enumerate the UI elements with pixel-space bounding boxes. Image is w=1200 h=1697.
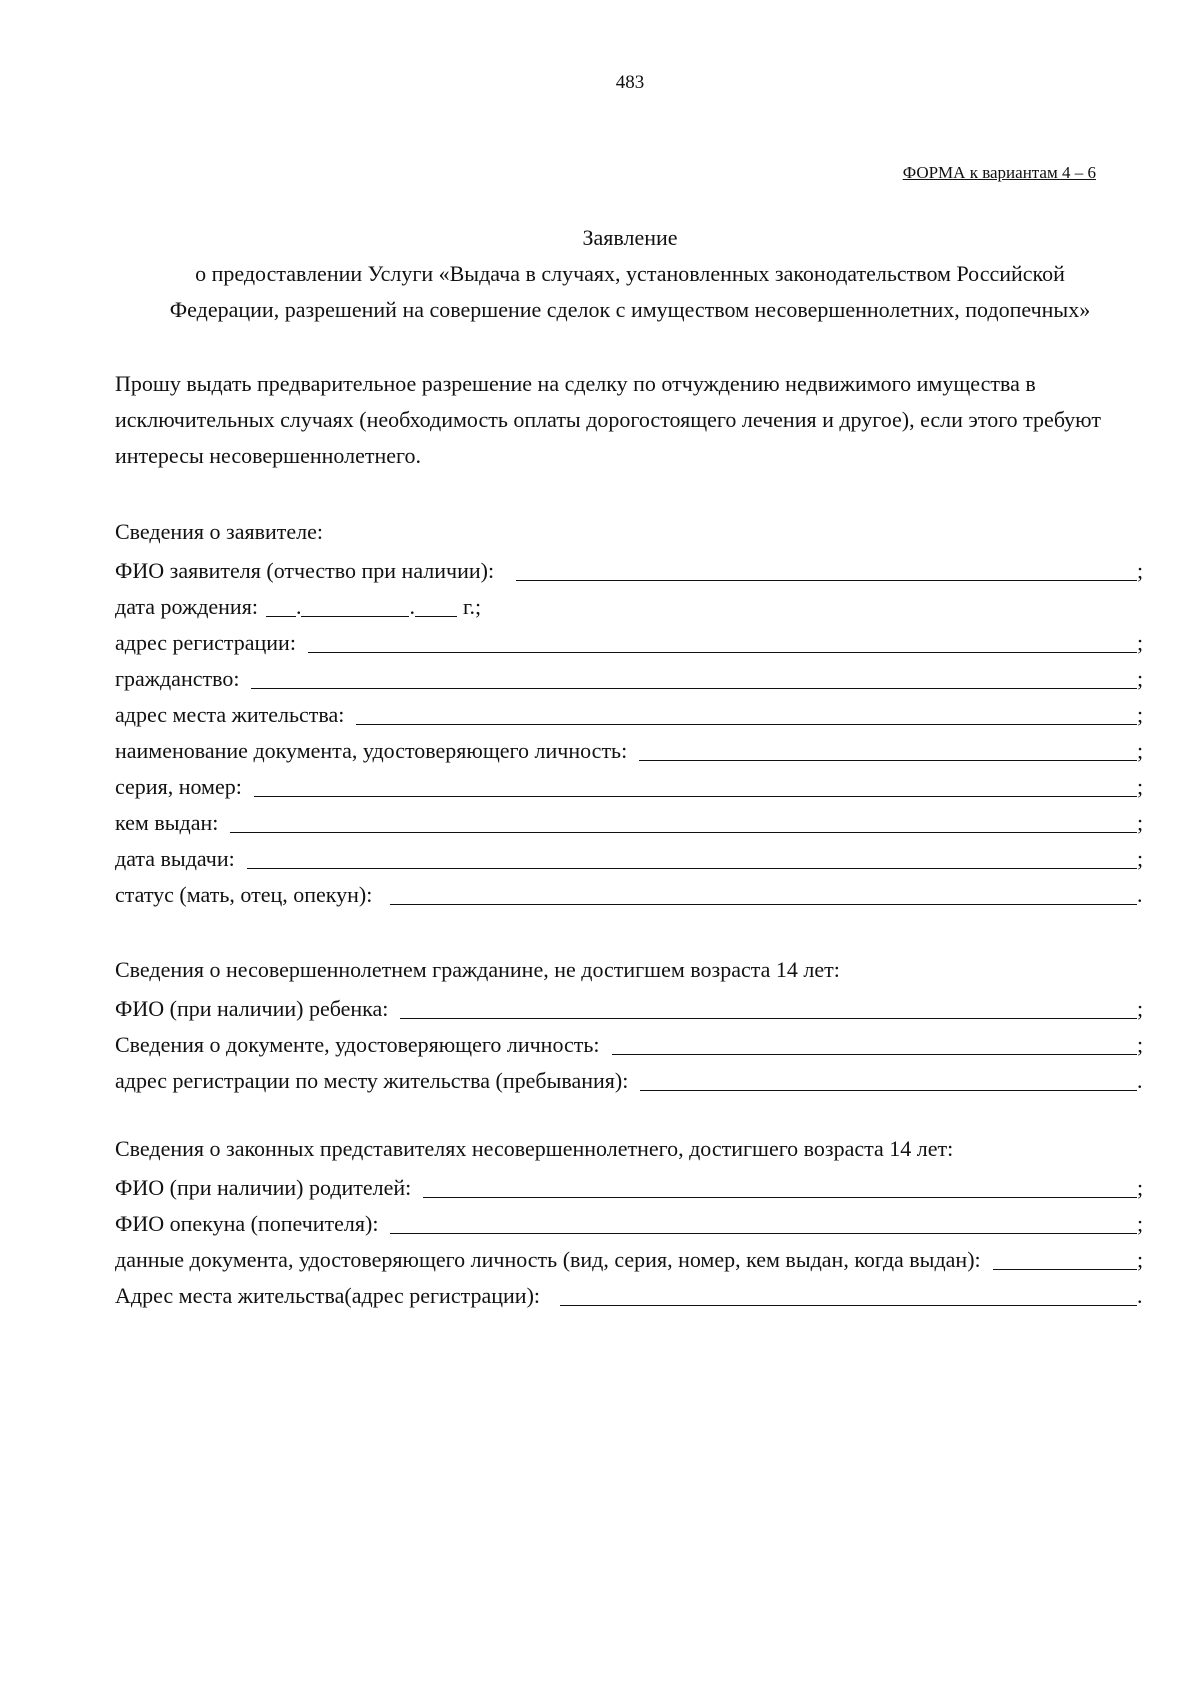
applicant-issued-by-row (115, 802, 1145, 838)
applicant-issue-date-field[interactable] (247, 844, 1137, 869)
applicant-reg-address-label: адрес регистрации: (115, 630, 296, 655)
parents-fio-row (115, 1167, 1145, 1203)
minor-fio-row (115, 988, 1145, 1024)
minor-fio-field[interactable] (400, 994, 1137, 1019)
dob-year-field[interactable] (415, 592, 457, 617)
field-end-mark: ; (1137, 702, 1144, 727)
rep-residence-row (115, 1275, 1145, 1311)
minor-fio-label: ФИО (при наличии) ребенка: (115, 996, 389, 1021)
field-end-mark: ; (1137, 630, 1144, 655)
page-number: 483 (615, 72, 645, 93)
applicant-fio-label: ФИО заявителя (отчество при наличии): (115, 558, 495, 583)
title-line-1: Заявление (582, 225, 678, 250)
dob-month-field[interactable] (301, 592, 409, 617)
field-end-mark: ; (1137, 558, 1144, 583)
applicant-heading: Сведения о заявителе: (115, 519, 324, 544)
minor-id-doc-row (115, 1024, 1145, 1060)
field-end-mark: ; (1137, 738, 1144, 763)
form-reference: ФОРМА к вариантам 4 – 6 (902, 163, 1096, 182)
guardian-fio-field[interactable] (390, 1209, 1137, 1234)
minor-id-doc-label: Сведения о документе, удостоверяющего личность: (115, 1032, 600, 1057)
field-end-mark: ; (1137, 1247, 1144, 1272)
applicant-status-label: статус (мать, отец, опекун): (115, 882, 373, 907)
field-end-mark: ; (1137, 846, 1144, 871)
representatives-section (115, 1131, 1145, 1311)
representatives-heading: Сведения о законных представителях несовершеннолетнего, достигшего возраста 14 лет: (115, 1136, 954, 1161)
applicant-series-row (115, 766, 1145, 802)
applicant-id-doc-label: наименование документа, удостоверяющего личность: (115, 738, 628, 763)
dob-separator: . (409, 594, 415, 619)
applicant-dob-label: дата рождения: (115, 594, 258, 619)
applicant-series-label: серия, номер: (115, 774, 242, 799)
rep-id-doc-row (115, 1239, 1145, 1275)
field-end-mark: ; (1137, 810, 1144, 835)
field-end-mark: ; (1137, 996, 1144, 1021)
minor-reg-address-label: адрес регистрации по месту жительства (пребывания): (115, 1068, 629, 1093)
minor-reg-address-row (115, 1060, 1145, 1096)
field-end-mark: ; (1137, 666, 1144, 691)
field-end-mark: ; (1137, 1032, 1144, 1057)
minor-heading: Сведения о несовершеннолетнем гражданине, не достигшем возраста 14 лет: (115, 957, 840, 982)
parents-fio-field[interactable] (423, 1173, 1137, 1198)
minor-section (115, 952, 1145, 1096)
guardian-fio-label: ФИО опекуна (попечителя): (115, 1211, 379, 1236)
document-title (100, 220, 1160, 328)
applicant-dob-row (115, 586, 1145, 622)
dob-separator: . (295, 594, 302, 619)
applicant-issue-date-row (115, 838, 1145, 874)
field-end-mark: . (1137, 1068, 1143, 1093)
applicant-citizenship-row (115, 658, 1145, 694)
applicant-reg-address-field[interactable] (308, 628, 1137, 653)
applicant-section (115, 514, 1145, 910)
field-end-mark: . (1137, 1283, 1143, 1308)
applicant-issue-date-label: дата выдачи: (115, 846, 235, 871)
applicant-fio-field[interactable] (516, 556, 1137, 581)
parents-fio-label: ФИО (при наличии) родителей: (115, 1175, 412, 1200)
applicant-id-doc-row (115, 730, 1145, 766)
dob-day-field[interactable] (266, 592, 296, 617)
title-line-2: о предоставлении Услуги «Выдача в случаях, установленных законодательством Российской (195, 261, 1065, 286)
field-end-mark: ; (1137, 1211, 1144, 1236)
field-end-mark: . (1137, 882, 1143, 907)
title-line-3: Федерации, разрешений на совершение сделок с имуществом несовершеннолетних, подопечных» (169, 297, 1091, 322)
minor-id-doc-field[interactable] (612, 1030, 1137, 1055)
applicant-issued-by-field[interactable] (230, 808, 1137, 833)
applicant-citizenship-label: гражданство: (115, 666, 240, 691)
applicant-residence-row (115, 694, 1145, 730)
minor-reg-address-field[interactable] (640, 1066, 1137, 1091)
applicant-status-field[interactable] (390, 880, 1137, 905)
rep-residence-field[interactable] (560, 1281, 1137, 1306)
applicant-id-doc-field[interactable] (639, 736, 1137, 761)
field-end-mark: ; (1137, 774, 1144, 799)
applicant-series-field[interactable] (254, 772, 1137, 797)
applicant-residence-label: адрес места жительства: (115, 702, 345, 727)
applicant-status-row (115, 874, 1145, 910)
applicant-citizenship-field[interactable] (251, 664, 1137, 689)
applicant-fio-row (115, 550, 1145, 586)
request-paragraph: Прошу выдать предварительное разрешение на сделку по отчуждению недвижимого имущества в исключительных случаях (необходимость оплаты дорогостоящего лечения и другое), если этого требуют интересы несовершеннолетнего. (115, 371, 1101, 468)
field-end-mark: ; (1137, 1175, 1144, 1200)
applicant-residence-field[interactable] (356, 700, 1137, 725)
rep-residence-label: Адрес места жительства(адрес регистрации): (115, 1283, 541, 1308)
guardian-fio-row (115, 1203, 1145, 1239)
rep-id-doc-label: данные документа, удостоверяющего личность (вид, серия, номер, кем выдан, когда выдан): (115, 1247, 981, 1272)
dob-suffix: г.; (462, 594, 482, 619)
rep-id-doc-field[interactable] (993, 1245, 1137, 1270)
applicant-reg-address-row (115, 622, 1145, 658)
applicant-issued-by-label: кем выдан: (115, 810, 219, 835)
